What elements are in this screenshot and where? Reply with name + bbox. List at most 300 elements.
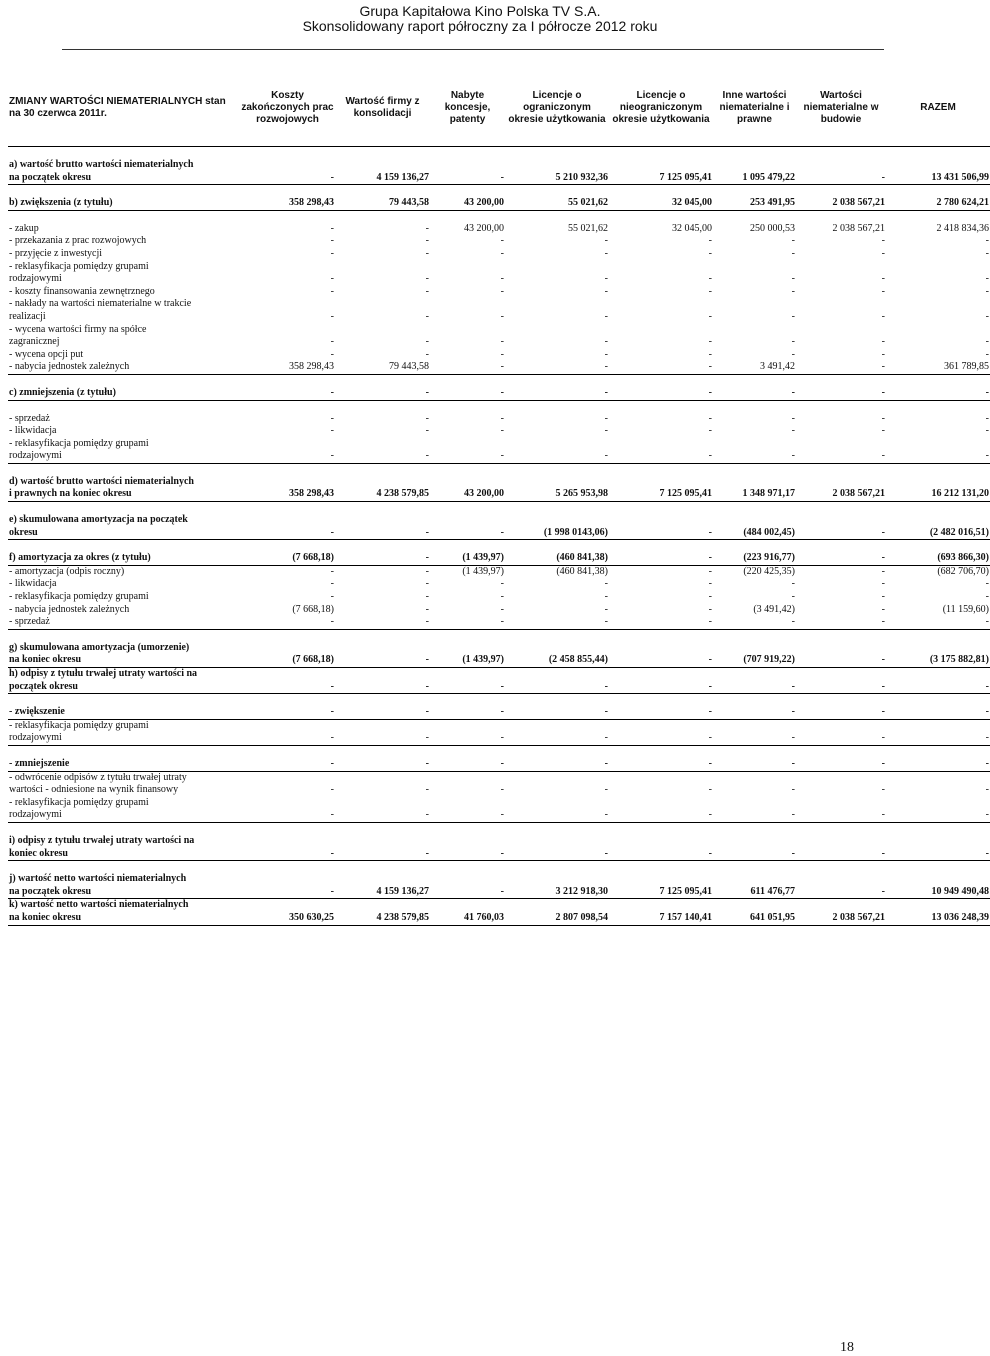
table-row — [8, 413, 990, 426]
cell-value — [713, 873, 796, 886]
cell-value: 7 157 140,41 — [609, 912, 713, 925]
cell-value: - — [791, 425, 795, 437]
cell-value: - — [985, 273, 989, 285]
cell-value: - — [425, 310, 429, 322]
cell-value — [713, 514, 796, 527]
cell-value — [430, 374, 505, 387]
cell-value — [505, 694, 609, 707]
cell-value — [335, 629, 430, 642]
cell-value — [430, 514, 505, 527]
row-label: - odwrócenie odpisów z tytułu trwałej utraty — [9, 771, 187, 783]
cell-value: - — [796, 552, 886, 565]
cell-value: - — [425, 603, 429, 615]
cell-value: - — [505, 387, 609, 400]
cell-value — [713, 210, 796, 223]
cell-value: - — [430, 848, 505, 861]
cell-value: - — [796, 387, 886, 400]
cell-value: - — [330, 285, 334, 297]
cell-value — [886, 298, 990, 311]
cell-value: (460 841,38) — [505, 552, 609, 565]
cell-value — [430, 694, 505, 707]
cell-value — [430, 438, 505, 451]
cell-value: - — [881, 565, 885, 577]
cell-value — [240, 159, 335, 172]
cell-value: - — [609, 732, 713, 745]
spacer-row — [8, 185, 990, 198]
cell-value — [609, 374, 713, 387]
cell-value: - — [240, 616, 335, 629]
cell-value — [240, 463, 335, 476]
cell-value: 4 238 579,85 — [335, 488, 430, 501]
cell-value: - — [430, 732, 505, 745]
cell-value — [609, 540, 713, 553]
table-row — [8, 681, 990, 694]
cell-value — [240, 771, 335, 784]
cell-value: - — [886, 387, 990, 400]
cell-value — [713, 324, 796, 337]
cell-value — [505, 835, 609, 848]
cell-value — [886, 745, 990, 758]
cell-value: - — [609, 616, 713, 629]
table-row — [8, 616, 990, 629]
cell-value — [609, 261, 713, 274]
cell-value — [796, 210, 886, 223]
cell-value — [796, 835, 886, 848]
cell-value — [240, 210, 335, 223]
table-row — [8, 668, 990, 681]
row-label: - wycena opcji put — [9, 348, 84, 360]
cell-value — [240, 400, 335, 413]
row-label — [8, 629, 240, 642]
cell-value: - — [604, 591, 608, 603]
cell-value — [796, 694, 886, 707]
cell-value — [240, 324, 335, 337]
table-row — [8, 642, 990, 655]
cell-value — [609, 745, 713, 758]
table-row — [8, 848, 990, 861]
cell-value: - — [985, 425, 989, 437]
cell-value — [609, 324, 713, 337]
cell-value — [609, 797, 713, 810]
cell-value — [335, 514, 430, 527]
cell-value: - — [796, 361, 886, 374]
cell-value: - — [886, 450, 990, 463]
cell-value — [505, 771, 609, 784]
row-label — [8, 745, 240, 758]
cell-value — [609, 694, 713, 707]
cell-value — [609, 719, 713, 732]
row-label: i) odpisy z tytułu trwałej utraty wartości na — [9, 834, 195, 846]
cell-value: - — [886, 706, 990, 719]
cell-value: - — [505, 848, 609, 861]
cell-value — [713, 835, 796, 848]
cell-value: - — [425, 425, 429, 437]
cell-value — [505, 463, 609, 476]
cell-value: - — [500, 235, 504, 247]
row-label: wartości - odniesione na wynik finansowy — [9, 784, 179, 796]
cell-value: (11 159,60) — [942, 603, 989, 615]
cell-value: - — [430, 758, 505, 771]
row-label: okresu — [8, 527, 240, 540]
cell-value — [796, 476, 886, 489]
cell-value — [240, 514, 335, 527]
cell-value — [713, 719, 796, 732]
cell-value — [240, 873, 335, 886]
row-label: - wycena wartości firmy na spółce — [9, 323, 147, 335]
row-label: h) odpisy z tytułu trwałej utraty wartości na — [9, 668, 198, 679]
table-row — [8, 273, 990, 286]
cell-value: (2 482 016,51) — [886, 527, 990, 540]
row-label: - reklasyfikacja pomiędzy grupami — [9, 437, 149, 449]
cell-value: - — [604, 784, 608, 796]
cell-value: - — [430, 886, 505, 899]
cell-value — [796, 873, 886, 886]
cell-value — [796, 540, 886, 553]
cell-value: - — [500, 425, 504, 437]
header-rule — [62, 49, 884, 50]
cell-value: 7 125 095,41 — [609, 886, 713, 899]
cell-value: - — [505, 450, 609, 463]
row-label: - amortyzacja (odpis roczny) — [9, 565, 125, 577]
cell-value: 358 298,43 — [240, 197, 335, 210]
cell-value: - — [335, 654, 430, 667]
cell-value: 2 038 567,21 — [796, 912, 886, 925]
cell-value: - — [985, 336, 989, 348]
cell-value — [505, 642, 609, 655]
row-label: - reklasyfikacja pomiędzy grupami — [9, 591, 149, 603]
table-row — [8, 565, 990, 578]
cell-value — [505, 899, 609, 912]
cell-value: - — [335, 732, 430, 745]
cell-value — [505, 822, 609, 835]
cell-value — [796, 899, 886, 912]
cell-value — [609, 210, 713, 223]
row-label: - nakłady na wartości niematerialne w trakcie — [9, 298, 192, 310]
cell-value: - — [985, 578, 989, 590]
cell-value — [713, 147, 796, 160]
row-label: - zwiększenie — [8, 706, 240, 719]
cell-value — [240, 797, 335, 810]
cell-value: - — [881, 578, 885, 590]
cell-value: 7 125 095,41 — [609, 172, 713, 185]
cell-value — [430, 899, 505, 912]
cell-value — [505, 861, 609, 874]
cell-value: - — [791, 578, 795, 590]
cell-value: 1 348 971,17 — [713, 488, 796, 501]
cell-value: - — [330, 565, 334, 577]
cell-value: (460 841,38) — [556, 565, 608, 577]
cell-value — [505, 159, 609, 172]
cell-value — [335, 210, 430, 223]
column-header: Inne wartości niematerialne i prawne — [713, 70, 796, 147]
cell-value: - — [985, 784, 989, 796]
cell-value: - — [791, 412, 795, 424]
cell-value — [505, 261, 609, 274]
cell-value — [505, 873, 609, 886]
cell-value: - — [881, 603, 885, 615]
cell-value: - — [708, 235, 712, 247]
cell-value: - — [713, 616, 796, 629]
table-row — [8, 719, 990, 732]
cell-value — [713, 463, 796, 476]
cell-value: - — [881, 310, 885, 322]
cell-value: - — [505, 616, 609, 629]
cell-value — [609, 835, 713, 848]
cell-value: - — [500, 310, 504, 322]
cell-value: - — [505, 758, 609, 771]
cell-value: - — [609, 706, 713, 719]
cell-value — [609, 476, 713, 489]
table-row — [8, 835, 990, 848]
table-row — [8, 809, 990, 822]
cell-value: - — [713, 681, 796, 694]
cell-value: - — [335, 450, 430, 463]
cell-value — [609, 668, 713, 681]
cell-value — [886, 147, 990, 160]
cell-value: 1 095 479,22 — [713, 172, 796, 185]
cell-value — [609, 629, 713, 642]
cell-value — [240, 298, 335, 311]
cell-value: - — [708, 784, 712, 796]
table-row — [8, 476, 990, 489]
row-label — [8, 400, 240, 413]
cell-value: 10 949 490,48 — [886, 886, 990, 899]
row-label — [8, 210, 240, 223]
cell-value: - — [886, 616, 990, 629]
cell-value: - — [881, 784, 885, 796]
cell-value: - — [886, 848, 990, 861]
table-row — [8, 604, 990, 617]
cell-value — [713, 540, 796, 553]
spacer-row — [8, 861, 990, 874]
row-label: - sprzedaż — [9, 412, 50, 424]
cell-value — [796, 438, 886, 451]
cell-value — [505, 185, 609, 198]
cell-value: - — [791, 784, 795, 796]
cell-value: - — [430, 527, 505, 540]
cell-value: - — [604, 235, 608, 247]
cell-value — [886, 476, 990, 489]
cell-value — [713, 668, 796, 681]
cell-value: - — [425, 273, 429, 285]
cell-value — [430, 400, 505, 413]
cell-value: - — [713, 809, 796, 822]
cell-value: - — [430, 706, 505, 719]
row-label — [8, 694, 240, 707]
cell-value — [713, 400, 796, 413]
cell-value: - — [708, 565, 712, 577]
cell-value — [335, 374, 430, 387]
cell-value — [505, 745, 609, 758]
cell-value — [609, 861, 713, 874]
cell-value — [505, 502, 609, 515]
cell-value: 250 000,53 — [750, 222, 795, 234]
cell-value: (7 668,18) — [240, 654, 335, 667]
cell-value: - — [881, 336, 885, 348]
cell-value — [430, 642, 505, 655]
cell-value: - — [886, 681, 990, 694]
cell-value — [505, 629, 609, 642]
cell-value — [796, 629, 886, 642]
cell-value: - — [713, 848, 796, 861]
cell-value — [609, 147, 713, 160]
table-row — [8, 450, 990, 463]
table-row — [8, 324, 990, 337]
cell-value: - — [500, 273, 504, 285]
cell-value: 350 630,25 — [240, 912, 335, 925]
cell-value: (7 668,18) — [240, 552, 335, 565]
spacer-row — [8, 540, 990, 553]
cell-value — [713, 694, 796, 707]
company-name: Grupa Kapitałowa Kino Polska TV S.A. — [359, 3, 601, 19]
cell-value: - — [791, 310, 795, 322]
cell-value: - — [505, 681, 609, 694]
cell-value — [240, 438, 335, 451]
cell-value: 13 036 248,39 — [886, 912, 990, 925]
row-label: e) skumulowana amortyzacja na początek — [9, 514, 188, 526]
cell-value — [430, 261, 505, 274]
cell-value — [505, 438, 609, 451]
cell-value — [886, 540, 990, 553]
cell-value — [505, 719, 609, 732]
cell-value — [886, 514, 990, 527]
spacer-row — [8, 463, 990, 476]
cell-value: 32 045,00 — [609, 197, 713, 210]
cell-value: - — [425, 591, 429, 603]
cell-value: - — [796, 809, 886, 822]
cell-value — [335, 185, 430, 198]
cell-value — [796, 797, 886, 810]
cell-value — [240, 261, 335, 274]
cell-value: - — [430, 361, 505, 374]
cell-value: - — [796, 732, 886, 745]
table-body — [8, 147, 990, 926]
row-label: na początek okresu — [8, 172, 240, 185]
cell-value: (223 916,77) — [713, 552, 796, 565]
row-label — [8, 185, 240, 198]
cell-value: - — [330, 336, 334, 348]
table-row — [8, 899, 990, 912]
cell-value: - — [335, 616, 430, 629]
cell-value — [240, 745, 335, 758]
row-label: - przekazania z prac rozwojowych — [9, 235, 147, 247]
cell-value — [430, 147, 505, 160]
cell-value — [430, 745, 505, 758]
table-row — [8, 336, 990, 349]
cell-value: 2 418 834,36 — [936, 222, 989, 234]
row-label: - reklasyfikacja pomiędzy grupami — [9, 260, 149, 272]
cell-value — [886, 642, 990, 655]
cell-value — [886, 629, 990, 642]
cell-value — [335, 873, 430, 886]
cell-value: - — [330, 425, 334, 437]
cell-value: - — [240, 172, 335, 185]
cell-value: - — [791, 273, 795, 285]
row-label: zagranicznej — [9, 336, 60, 348]
cell-value: 4 238 579,85 — [335, 912, 430, 925]
cell-value — [713, 374, 796, 387]
cell-value: - — [335, 387, 430, 400]
cell-value — [335, 835, 430, 848]
cell-value — [240, 147, 335, 160]
cell-value: - — [708, 425, 712, 437]
cell-value: - — [330, 412, 334, 424]
cell-value — [240, 899, 335, 912]
cell-value: - — [335, 809, 430, 822]
cell-value — [886, 771, 990, 784]
cell-value — [796, 463, 886, 476]
cell-value: (1 439,97) — [430, 552, 505, 565]
cell-value: - — [708, 603, 712, 615]
table-row — [8, 797, 990, 810]
cell-value — [609, 822, 713, 835]
cell-value — [335, 159, 430, 172]
cell-value: - — [609, 681, 713, 694]
cell-value — [335, 438, 430, 451]
cell-value — [335, 540, 430, 553]
cell-value — [796, 719, 886, 732]
cell-value — [430, 210, 505, 223]
cell-value: - — [240, 527, 335, 540]
cell-value — [713, 861, 796, 874]
table-row — [8, 912, 990, 925]
cell-value — [335, 797, 430, 810]
cell-value — [796, 185, 886, 198]
cell-value: - — [796, 616, 886, 629]
cell-value — [796, 822, 886, 835]
row-label: a) wartość brutto wartości niematerialnych — [9, 159, 194, 170]
cell-value: - — [425, 412, 429, 424]
row-label: rodzajowymi — [8, 450, 240, 463]
column-header: RAZEM — [886, 70, 990, 147]
cell-value: 2 038 567,21 — [832, 222, 885, 234]
cell-value: 358 298,43 — [240, 361, 335, 374]
cell-value: - — [881, 285, 885, 297]
cell-value — [505, 147, 609, 160]
cell-value: - — [796, 450, 886, 463]
cell-value: - — [886, 732, 990, 745]
row-label — [8, 463, 240, 476]
cell-value — [609, 298, 713, 311]
cell-value: (707 919,22) — [713, 654, 796, 667]
cell-value — [713, 476, 796, 489]
table-row — [8, 235, 990, 248]
cell-value: - — [425, 565, 429, 577]
cell-value — [335, 261, 430, 274]
cell-value — [609, 463, 713, 476]
cell-value — [609, 159, 713, 172]
cell-value — [796, 642, 886, 655]
cell-value: - — [708, 273, 712, 285]
table-row — [8, 248, 990, 261]
cell-value: - — [713, 450, 796, 463]
cell-value: - — [604, 412, 608, 424]
cell-value — [886, 438, 990, 451]
cell-value — [609, 771, 713, 784]
cell-value — [335, 463, 430, 476]
cell-value: - — [240, 706, 335, 719]
row-label: j) wartość netto wartości niematerialnych — [9, 873, 187, 885]
cell-value: - — [430, 387, 505, 400]
cell-value: - — [604, 336, 608, 348]
cell-value — [430, 668, 505, 681]
cell-value: 253 491,95 — [713, 197, 796, 210]
column-header: Koszty zakończonych prac rozwojowych — [240, 70, 335, 147]
cell-value: (693 866,30) — [886, 552, 990, 565]
cell-value: (2 458 855,44) — [505, 654, 609, 667]
cell-value — [505, 514, 609, 527]
spacer-row — [8, 629, 990, 642]
